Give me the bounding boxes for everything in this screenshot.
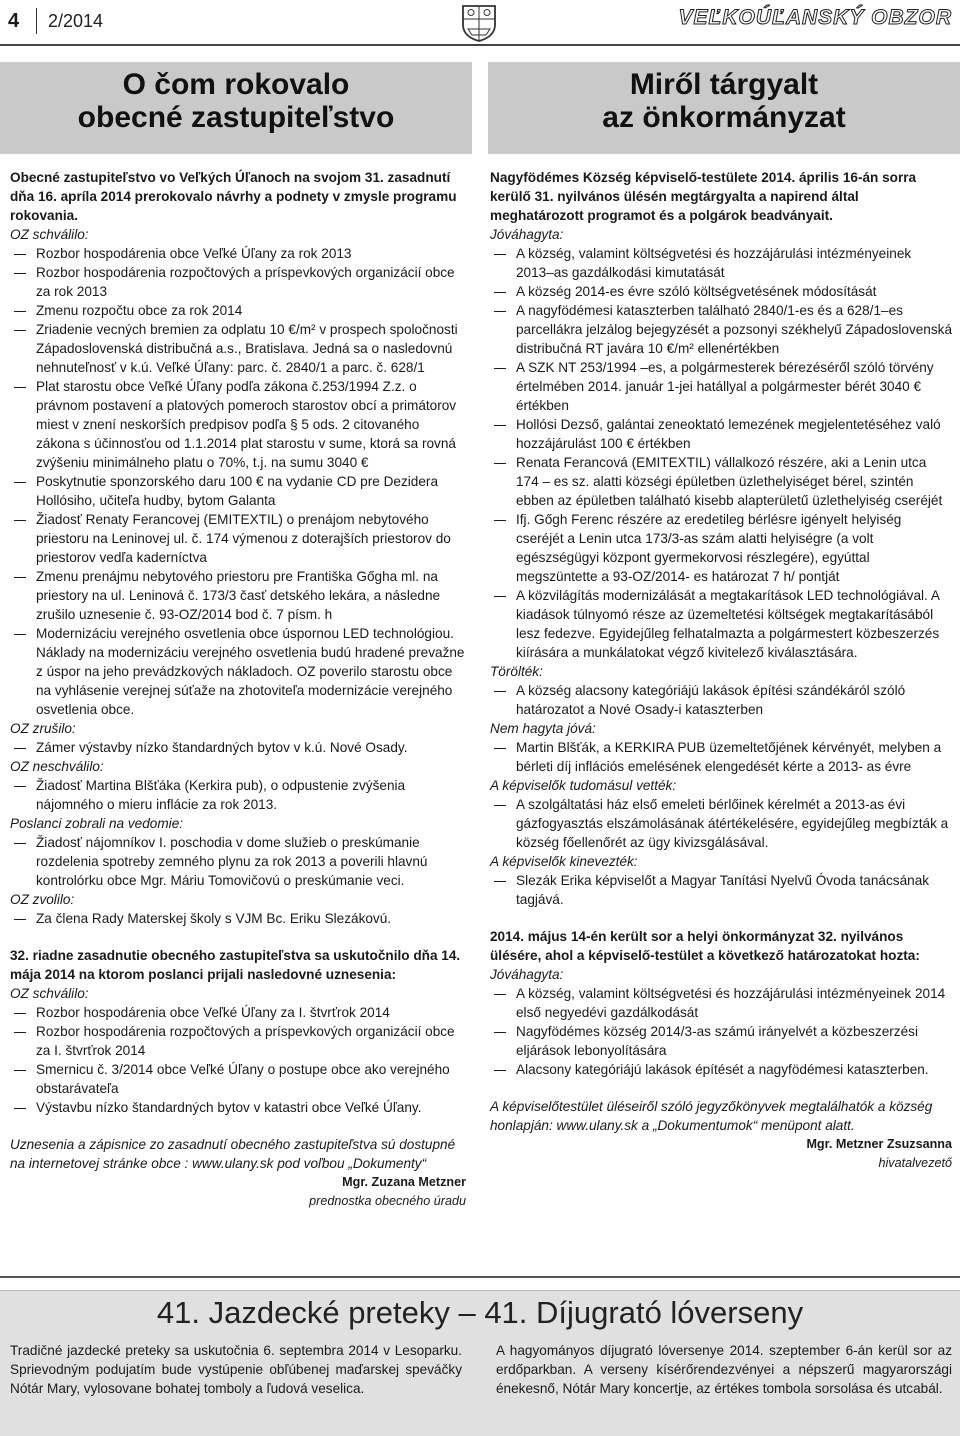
section-heading: OZ schválilo:: [10, 227, 89, 242]
spacer: [490, 909, 952, 927]
bottom-divider: [0, 1276, 960, 1278]
spacer: [10, 1117, 466, 1135]
list-item: Výstavbu nízko štandardných bytov v katastri obce Veľké Úľany.: [10, 1098, 466, 1117]
sections: [10, 225, 466, 928]
page-number: 4: [8, 10, 20, 32]
page-header: [0, 0, 960, 44]
list-item: Plat starostu obce Veľké Úľany podľa zákona č.253/1994 Z.z. o právnom postavení a platových pomeroch starostov obcí a primátorov miest v znení neskorších predpisov podľa § 5 ods. 2 citovaného zákona s účinnosťou od 1.1.2014 plat starostu v sume, ktorá sa rovná zvýšeniu minimálneho platu o 70%, t.j. na sumu 3040 €: [10, 377, 466, 472]
list-item: Zmenu rozpočtu obce za rok 2014: [10, 301, 466, 320]
race-title: 41. Jazdecké preteky – 41. Díjugrató lóverseny: [156, 1295, 804, 1330]
list-item: Alacsony kategóriájú lakások építését a nagyfödémesi kataszterben.: [490, 1060, 952, 1079]
headline-hu-line-1: Miről tárgyalt: [629, 68, 819, 101]
second-session-lead: 2014. május 14-én került sor a helyi önkormányzat 32. nyilvános ülésére, ahol a képviselő-testület a következő határozatokat hozta:: [490, 929, 920, 963]
article-hu: [490, 168, 952, 1173]
sections: [490, 965, 952, 1079]
headline-band-hu: [488, 62, 960, 154]
list-item: Rozbor hospodárenia rozpočtových a príspevkových organizácií obce za rok 2013: [10, 263, 466, 301]
list-item: Žiadosť Renaty Ferancovej (EMITEXTIL) o prenájom nebytového priestoru na Leninovej ul. č. 174 výmenou z doterajších priestorov do priestorov vedľa kaderníctva: [10, 510, 466, 567]
list-item: Smernicu č. 3/2014 obce Veľké Úľany o postupe obce ako verejného obstarávateľa: [10, 1060, 466, 1098]
lead-paragraph: Obecné zastupiteľstvo vo Veľkých Úľanoch na svojom 31. zasadnutí dňa 16. apríla 2014 prerokovalo návrhy a podnety v zmysle programu rokovania.: [10, 170, 457, 223]
list-item: A község, valamint költségvetési és hozzájárulási intézményeinek 2014 első negyedévi gazdálkodását: [490, 984, 952, 1022]
headline-sk-line-2: obecné zastupiteľstvo: [77, 101, 395, 134]
signature-role: prednostka obecného úradu: [309, 1194, 466, 1208]
race-text-hu: A hagyományos díjugrató lóversenye 2014. szeptember 6-án kerül sor az erdőparkban. A verseny kísérőrendezvényei a népszerű magyarországi énekesnő, Nótár Mary koncertje, az értékes tombola sorsolása és utcabál.: [496, 1343, 952, 1396]
section-heading: OZ zrušilo:: [10, 721, 76, 736]
issue-number: 2/2014: [48, 11, 104, 31]
list-item: Rozbor hospodárenia obce Veľké Úľany za rok 2013: [10, 244, 466, 263]
list-item: A nagyfödémesi kataszterben található 2840/1-es és a 628/1–es parcellákra jelzálog bejegyzését a pozsonyi székhelyű Západoslovenská distribučná RT javára 10 €/m² ellenértékben: [490, 301, 952, 358]
section-heading: OZ schválilo:: [10, 986, 89, 1001]
signature-role: hivatalvezető: [878, 1156, 952, 1170]
list-item: Martin Blšťák, a KERKIRA PUB üzemeltetőjének kérvényét, melyben a bérleti díj inflációs emelésének elengedését kérte a 2013- as évre: [490, 738, 952, 776]
headline-sk-line-1: O čom rokovalo: [122, 68, 350, 101]
list-item: Zriadenie vecných bremien za odplatu 10 €/m² v prospech spoločnosti Západoslovenská distribučná a.s., Bratislava. Jedná sa o nasledovnú nehnuteľnosť v k.ú. Veľké Úľany: parc. č. 2840/1 a parc. č. 628/1: [10, 320, 466, 377]
section-heading: Jóváhagyta:: [490, 227, 564, 242]
list-item: A község, valamint költségvetési és hozzájárulási intézményeinek 2013–as gazdálkodási kimutatását: [490, 244, 952, 282]
list-item: A község alacsony kategóriájú lakások építési szándékáról szóló határozatot a Nové Osady-i kataszterben: [490, 681, 952, 719]
header-divider: [0, 44, 960, 46]
list-item: Za člena Rady Materskej školy s VJM Bc. Eriku Slezákovú.: [10, 909, 466, 928]
list-item: Rozbor hospodárenia rozpočtových a príspevkových organizácií obce za I. štvrťrok 2014: [10, 1022, 466, 1060]
list-item: Rozbor hospodárenia obce Veľké Úľany za I. štvrťrok 2014: [10, 1003, 466, 1022]
list-item: Zmenu prenájmu nebytového priestoru pre Františka Gőgha ml. na priestory na ul. Leninová č. 173/3 časť detského lekára, a následne zrušilo uznesenie č. 93-OZ/2014 bod č. 7 písm. h: [10, 567, 466, 624]
list-item: Ifj. Gőgh Ferenc részére az eredetileg bérlésre igényelt helyiség cseréjét a Lenin utca 173/3-as szám alatti helyiségre (a volt egészségügyi központ gyermekorvosi részlegére), egyúttal megszüntette a 93-OZ/2014- es határozat 7 h/ pontját: [490, 510, 952, 586]
list-item: Poskytnutie sponzorského daru 100 € na vydanie CD pre Dezidera Hollósiho, učiteľa hudby, bytom Galanta: [10, 472, 466, 510]
list-item: Slezák Erika képviselőt a Magyar Tanítási Nyelvű Óvoda tanácsának tagjává.: [490, 871, 952, 909]
race-text-sk: Tradičné jazdecké preteky sa uskutočnia 6. septembra 2014 v Lesoparku. Sprievodným podujatím bude vystúpenie obľúbenej maďarskej speváčky Nótár Mary, vylosovane bohatej tomboly a ľudová veselica.: [10, 1343, 462, 1396]
section-heading: Jóváhagyta:: [490, 967, 564, 982]
spacer: [10, 928, 466, 946]
list-item: Nagyfödémes község 2014/3-as számú irányelvét a közbeszerzési eljárások lebonyolítására: [490, 1022, 952, 1060]
section-heading: OZ zvolilo:: [10, 892, 75, 907]
lead-paragraph: Nagyfödémes Község képviselő-testülete 2014. április 16-án sorra kerülő 31. nyilvános ülésén megtárgyalta a napirend által meghatározott programot és a polgárok beadványait.: [490, 170, 917, 223]
documents-note: A képviselőtestület üléseiről szóló jegyzőkönyvek megtalálhatók a község honlapján: www.ulany.sk a „Dokumentumok“ menüpont alatt.: [490, 1099, 933, 1133]
list-item: Zámer výstavby nízko štandardných bytov v k.ú. Nové Osady.: [10, 738, 466, 757]
section-heading: Nem hagyta jóvá:: [490, 721, 596, 736]
municipal-crest-icon: [459, 3, 499, 43]
list-item: Renata Ferancová (EMITEXTIL) vállalkozó részére, aki a Lenin utca 174 – es sz. alatti községi épületben üzlethelyiséget bérel, szintén ebben az épületben található kisebb alapterületű üzlethelyiség cseréjét: [490, 453, 952, 510]
headline-hu-line-2: az önkormányzat: [602, 101, 846, 134]
section-heading: Poslanci zobrali na vedomie:: [10, 816, 184, 831]
list-item: A közvilágítás modernizálását a megtakarítások LED technológiával. A kiadások túlnyomó része az üzemeltetési költségek megtakarításából lesz fedezve. Egyidejűleg felhatalmazta a polgármestert közbeszerzés kiírására a munkálatokat végző kivitelező kiválasztására.: [490, 586, 952, 662]
list-item: Hollósi Dezső, galántai zeneoktató lemezének megjelentetéséhez való hozzájárulást 100 € értékben: [490, 415, 952, 453]
headline-band-sk: [0, 62, 472, 154]
headline-hu: [488, 68, 960, 134]
signature: Mgr. Zuzana Metzner: [342, 1175, 466, 1189]
documents-note: Uznesenia a zápisnice zo zasadnutí obecného zastupiteľstva sú dostupné na internetovej stránke obce : www.ulany.sk pod voľbou „Dokumenty“: [10, 1137, 456, 1171]
second-session-lead: 32. riadne zasadnutie obecného zastupiteľstva sa uskutočnilo dňa 14. mája 2014 na ktorom poslanci prijali nasledovné uznesenia:: [10, 948, 461, 982]
list-item: A község 2014-es évre szóló költségvetésének módosítását: [490, 282, 952, 301]
list-item: Žiadosť Martina Blšťáka (Kerkira pub), o odpustenie zvýšenia nájomného o mieru inflácie za rok 2013.: [10, 776, 466, 814]
race-announcement: [0, 1290, 960, 1436]
list-item: Modernizáciu verejného osvetlenia obce úspornou LED technológiou. Náklady na modernizáciu verejného osvetlenia budú hradené prevažne z úspor na jeho prevádzkových nákladoch. OZ poverilo starostu obce na vyhlásenie verejnej súťaže na zhotoviteľa modernizácie verejného osvetlenia obce.: [10, 624, 466, 719]
sections: [10, 984, 466, 1117]
article-sk: [10, 168, 466, 1211]
signature: Mgr. Metzner Zsuzsanna: [806, 1137, 952, 1151]
spacer: [490, 1079, 952, 1097]
headline-sk: [0, 68, 472, 134]
sections: [490, 225, 952, 909]
section-heading: A képviselők tudomásul vették:: [490, 778, 677, 793]
list-item: Žiadosť nájomníkov I. poschodia v dome služieb o preskúmanie rozdelenia spotreby zemného plynu za rok 2013 a poverili hlavnú kontrolórku obce Mgr. Máriu Tomovičovú o preskúmanie veci.: [10, 833, 466, 890]
list-item: A SZK NT 253/1994 –es, a polgármesterek bérezéséről szóló törvény értelmében 2014. január 1-jei hatállyal a polgármester bérét 3040 € értékben: [490, 358, 952, 415]
masthead: VEĽKOÚĽANSKÝ OBZOR: [678, 6, 952, 29]
section-heading: Törölték:: [490, 664, 543, 679]
section-heading: OZ neschválilo:: [10, 759, 104, 774]
header-separator: [36, 8, 37, 34]
list-item: A szolgáltatási ház első emeleti bérlőinek kérelmét a 2013-as évi gázfogyasztás elszámolásának átértékelésére, egyidejűleg megbízták a község főellenőrét az ügy kivizsgálásával.: [490, 795, 952, 852]
section-heading: A képviselők kinevezték:: [490, 854, 638, 869]
